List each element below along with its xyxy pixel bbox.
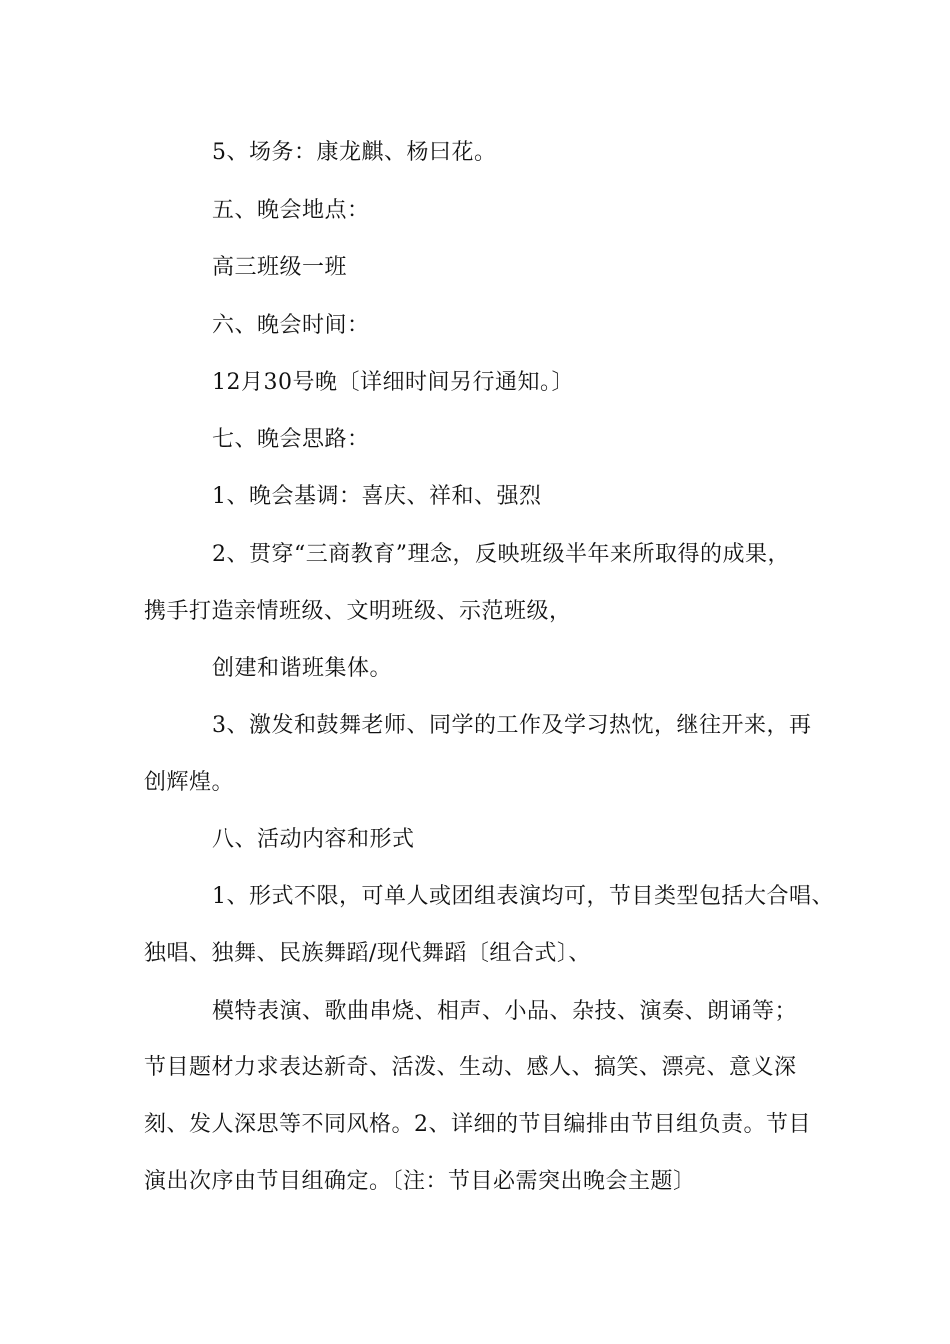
text-line-form-2a: 刻、发人深思等不同风格。2、详细的节目编排由节目组负责。节目: [144, 1112, 811, 1137]
heading-concept: 七、晚会思路：: [212, 427, 370, 452]
text-line-concept-2c: 创建和谐班集体。: [212, 656, 393, 681]
text-line-time: 12月30号晚〔详细时间另行通知。〕: [212, 370, 574, 395]
text-line-form-1c: 模特表演、歌曲串烧、相声、小品、杂技、演奏、朗诵等；: [212, 999, 798, 1024]
text-line-concept-2b: 携手打造亲情班级、文明班级、示范班级，: [144, 599, 572, 624]
text-line-form-1a: 1、形式不限，可单人或团组表演均可，节目类型包括大合唱、: [212, 884, 834, 909]
heading-venue: 五、晚会地点：: [212, 198, 370, 223]
heading-content-form: 八、活动内容和形式: [212, 827, 415, 852]
text-line-form-2b: 演出次序由节目组确定。〔注：节目必需突出晚会主题〕: [144, 1169, 696, 1194]
text-line-form-1d: 节目题材力求表达新奇、活泼、生动、感人、搞笑、漂亮、意义深: [144, 1055, 797, 1080]
text-line-venue: 高三班级一班: [212, 255, 348, 280]
text-line-form-1b: 独唱、独舞、民族舞蹈/现代舞蹈〔组合式〕、: [144, 941, 591, 966]
text-line-concept-2a: 2、贯穿“三商教育”理念，反映班级半年来所取得的成果，: [212, 542, 790, 567]
text-line-staff-venue: 5、场务：康龙麒、杨曰花。: [212, 140, 497, 165]
text-line-tone: 1、晚会基调：喜庆、祥和、强烈: [212, 484, 542, 509]
heading-time: 六、晚会时间：: [212, 313, 370, 338]
text-line-concept-3b: 创辉煌。: [144, 770, 235, 795]
text-line-concept-3a: 3、激发和鼓舞老师、同学的工作及学习热忱，继往开来，再: [212, 713, 812, 738]
